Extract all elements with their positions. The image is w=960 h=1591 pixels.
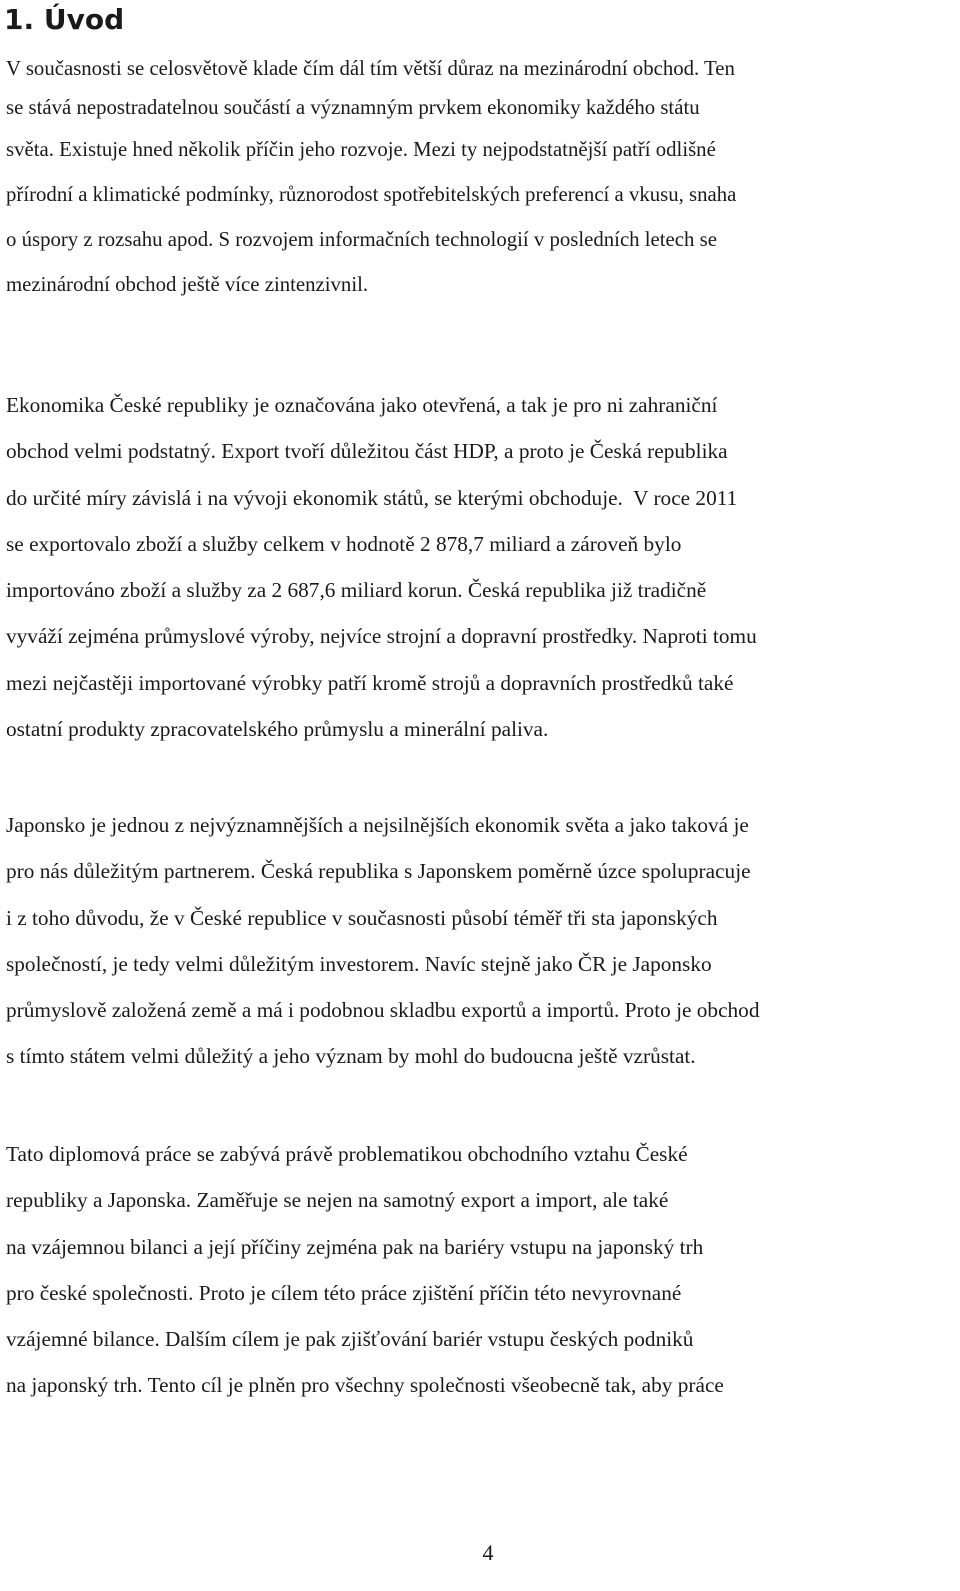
paragraph-line: na japonský trh. Tento cíl je plněn pro všechny společnosti všeobecně tak, aby práce: [6, 1373, 724, 1398]
paragraph-line: Tato diplomová práce se zabývá právě problematikou obchodního vztahu České: [6, 1142, 688, 1166]
paragraph-line: pro české společnosti. Proto je cílem této práce zjištění příčin této nevyrovnané: [6, 1280, 682, 1305]
paragraph-1: [6, 49, 736, 307]
paragraph-line: mezi nejčastěji importované výrobky patří kromě strojů a dopravních prostředků také: [6, 670, 734, 695]
paragraph-line: V současnosti se celosvětově klade čím dál tím větší důraz na mezinárodní obchod. Ten: [6, 57, 735, 80]
paragraph-line: na vzájemnou bilanci a její příčiny zejména pak na bariéry vstupu na japonský trh: [6, 1234, 704, 1259]
paragraph-line: i z toho důvodu, že v České republice v současnosti působí téměř tři sta japonských: [6, 905, 718, 930]
section-heading: 1. Úvod: [4, 3, 125, 36]
paragraph-line: do určité míry závislá i na vývoji ekonomik států, se kterými obchoduje. V roce 2011: [6, 485, 738, 510]
paragraph-line: se stává nepostradatelnou součástí a významným prvkem ekonomiky každého státu: [6, 96, 700, 119]
page-number: 4: [482, 1540, 494, 1565]
paragraph-line: republiky a Japonska. Zaměřuje se nejen na samotný export a import, ale také: [6, 1188, 669, 1213]
paragraph-line: ostatní produkty zpracovatelského průmyslu a minerální paliva.: [6, 717, 549, 742]
paragraph-line: přírodní a klimatické podmínky, různorodost spotřebitelských preferencí a vkusu, snaha: [6, 183, 737, 206]
paragraph-line: pro nás důležitým partnerem. Česká republika s Japonskem poměrně úzce spolupracuje: [6, 859, 751, 884]
paragraph-4: [6, 1131, 724, 1409]
paragraph-line: Ekonomika České republiky je označována jako otevřená, a tak je pro ni zahraniční: [6, 393, 718, 417]
paragraph-line: s tímto státem velmi důležitý a jeho význam by mohl do budoucna ještě vzrůstat.: [6, 1044, 696, 1069]
paragraph-line: vyváží zejména průmyslové výroby, nejvíce strojní a dopravní prostředky. Naproti tomu: [6, 624, 757, 649]
paragraph-line: obchod velmi podstatný. Export tvoří důležitou část HDP, a proto je Česká republika: [6, 439, 728, 464]
paragraph-line: o úspory z rozsahu apod. S rozvojem informačních technologií v posledních letech se: [6, 228, 717, 251]
paragraph-line: se exportovalo zboží a služby celkem v hodnotě 2 878,7 miliard a zároveň bylo: [6, 531, 682, 556]
paragraph-2: [6, 382, 757, 752]
paragraph-line: mezinárodní obchod ještě více zintenzivnil.: [6, 273, 369, 296]
paragraph-line: světa. Existuje hned několik příčin jeho rozvoje. Mezi ty nejpodstatnější patří odlišné: [6, 138, 716, 161]
paragraph-line: Japonsko je jednou z nejvýznamnějších a nejsilnějších ekonomik světa a jako taková je: [6, 813, 749, 837]
paragraph-line: průmyslově založená země a má i podobnou skladbu exportů a importů. Proto je obchod: [6, 998, 760, 1023]
paragraph-3: [6, 802, 759, 1080]
paragraph-line: vzájemné bilance. Dalším cílem je pak zjišťování bariér vstupu českých podniků: [6, 1327, 694, 1352]
paragraph-line: společností, je tedy velmi důležitým investorem. Navíc stejně jako ČR je Japonsko: [6, 951, 712, 976]
paragraph-line: importováno zboží a služby za 2 687,6 miliard korun. Česká republika již tradičně: [6, 578, 707, 603]
